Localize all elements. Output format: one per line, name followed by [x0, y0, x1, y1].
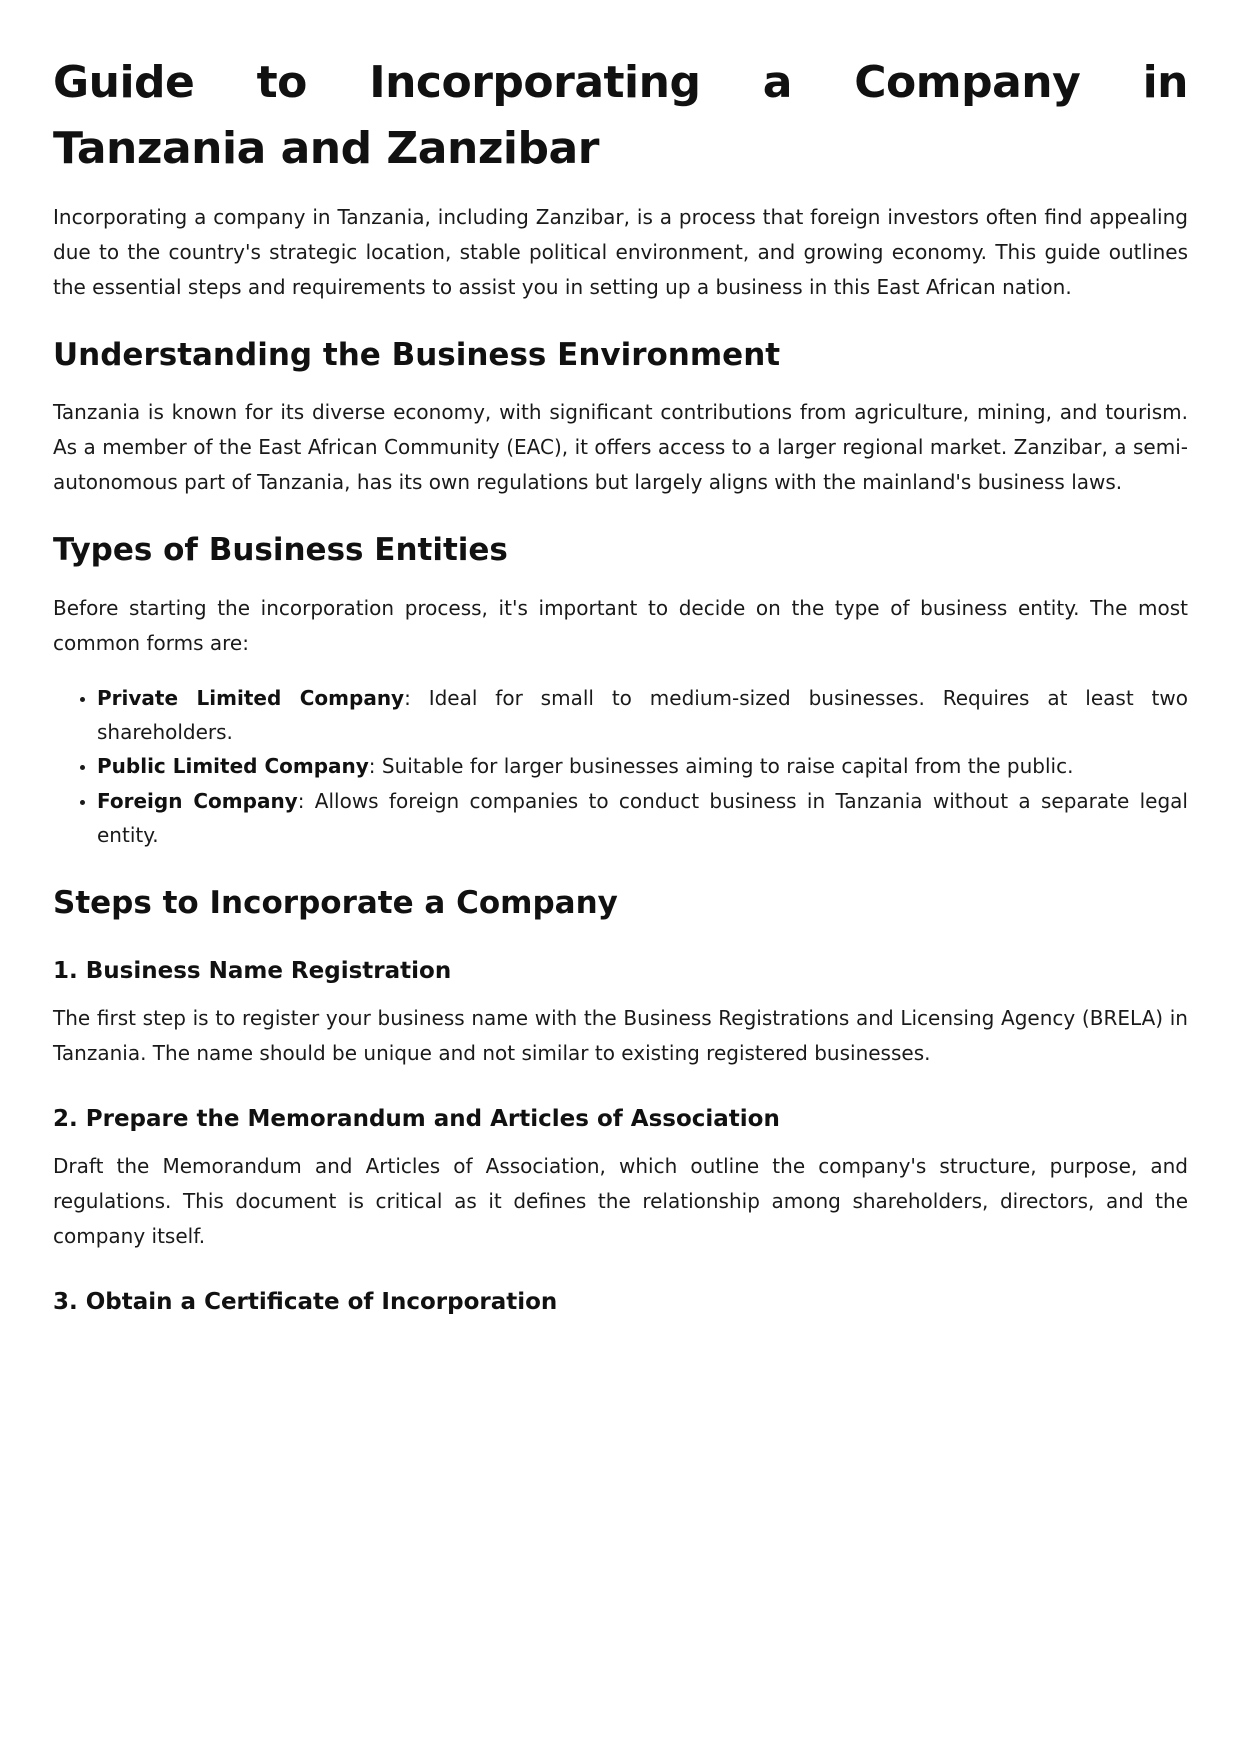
step-heading-business-name-registration: 1. Business Name Registration — [53, 957, 452, 984]
page-title — [53, 50, 1188, 182]
list-item-foreign-company — [97, 784, 1188, 853]
list-item-term: Public Limited Company — [97, 754, 369, 779]
list-item-public-limited-company — [97, 749, 1188, 783]
step-heading-memorandum-articles: 2. Prepare the Memorandum and Articles of Association — [53, 1106, 780, 1133]
section-heading-business-environment: Understanding the Business Environment — [53, 337, 781, 373]
step-paragraph-memorandum-articles: Draft the Memorandum and Articles of Association, which outline the company's structure, purpose, and regulations. This document is critical as it defines the relationship among shareholders, directors, and the company itself. — [53, 1154, 1188, 1249]
page-title-line1: Guide to Incorporating a Company in — [53, 57, 1188, 108]
step-paragraph-business-name-registration: The first step is to register your business name with the Business Registrations and Licensing Agency (BRELA) in Tanzania. The name should be unique and not similar to existing registered businesses. — [53, 1006, 1188, 1066]
section-heading-types-of-entities: Types of Business Entities — [53, 532, 508, 569]
step-heading-certificate-of-incorporation: 3. Obtain a Certificate of Incorporation — [53, 1289, 558, 1316]
business-environment-paragraph: Tanzania is known for its diverse economy, with significant contributions from agriculture, mining, and tourism. As a member of the East African Community (EAC), it offers access to a larger regional market. Zanzibar, a semi-autonomous part of Tanzania, has its own regulations but largely aligns with the mainland's business laws. — [53, 400, 1188, 495]
list-item-description: : Ideal for small to medium-sized businesses. Requires at least two shareholders. — [97, 685, 1188, 744]
page-title-line2: Tanzania and Zanzibar — [53, 123, 599, 174]
section-heading-steps-to-incorporate: Steps to Incorporate a Company — [53, 884, 618, 921]
types-of-entities-paragraph: Before starting the incorporation process, it's important to decide on the type of business entity. The most common forms are: — [53, 595, 1188, 655]
intro-paragraph: Incorporating a company in Tanzania, including Zanzibar, is a process that foreign investors often find appealing due to the country's strategic location, stable political environment, and growing economy. This guide outlines the essential steps and requirements to assist you in setting up a business in this East African nation. — [53, 205, 1188, 299]
entity-types-list — [53, 681, 1188, 853]
list-item-description: : Allows foreign companies to conduct business in Tanzania without a separate legal entity. — [97, 788, 1188, 848]
list-item-description: : Suitable for larger businesses aiming to raise capital from the public. — [368, 754, 1074, 779]
list-item-private-limited-company — [97, 681, 1188, 750]
list-item-term: Private Limited Company — [97, 685, 405, 710]
list-item-term: Foreign Company — [97, 788, 298, 813]
